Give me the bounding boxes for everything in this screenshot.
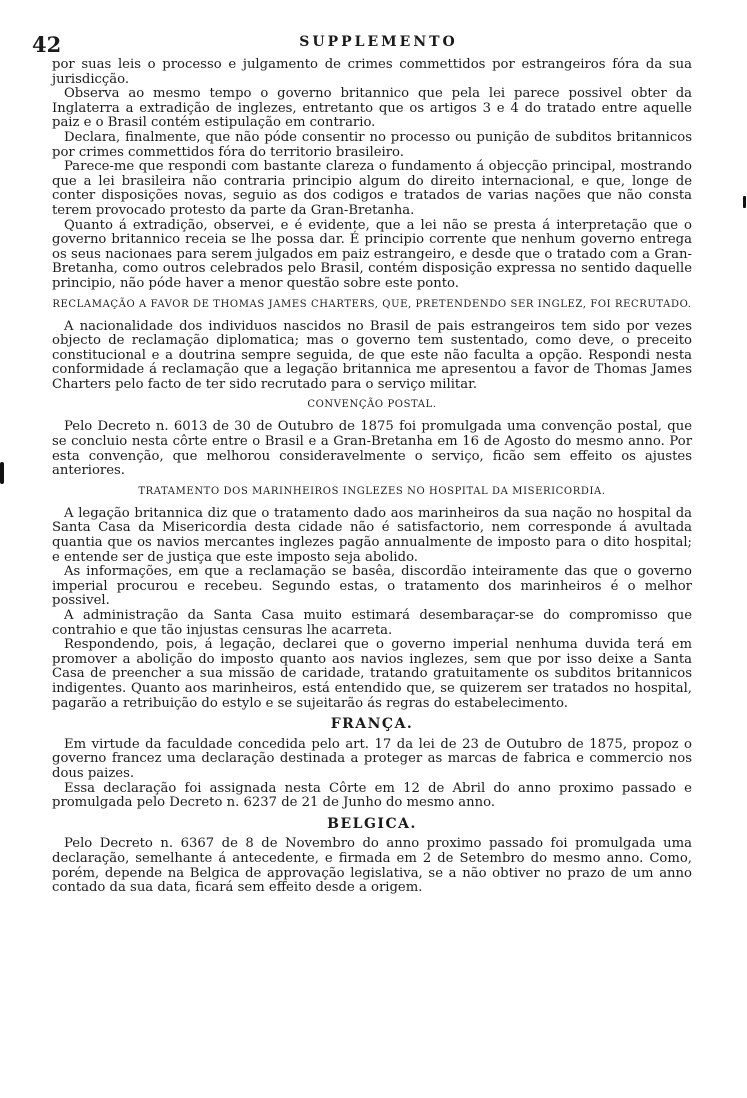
paragraph: Em virtude da faculdade concedida pelo art. 17 da lei de 23 de Outubro de 1875, propoz o governo francez uma declaração destinada a proteger as marcas de fabrica e commercio nos dous paizes. bbox=[52, 736, 692, 781]
paragraph: A administração da Santa Casa muito estimará desembaraçar-se do compromisso que contrahio e que tão injustas censuras lhe acarreta. bbox=[52, 608, 692, 638]
section-heading: RECLAMAÇÃO A FAVOR DE THOMAS JAMES CHARTERS, QUE, PRETENDENDO SER INGLEZ, FOI RECRUTADO. bbox=[52, 298, 692, 310]
scan-edge-mark-left bbox=[0, 462, 4, 484]
paragraph: Pelo Decreto n. 6367 de 8 de Novembro do anno proximo passado foi promulgada uma declaração, semelhante á antecedente, e firmada em 2 de Setembro do mesmo anno. Como, porém, depende na Belgica de approvação legislativa, se a não obtiver no prazo de um anno contado da sua data, ficará sem effeito desde a origem. bbox=[52, 836, 692, 896]
paragraph: Parece-me que respondi com bastante clareza o fundamento á objecção principal, mostrando que a lei brasileira não contraria principio algum do direito internacional, e que, longe de conter disposições novas, seguio as dos codigos e tratados de varias nações que não consta terem provocado protesto da parte da Gran-Bretanha. bbox=[52, 159, 692, 218]
paragraph: A legação britannica diz que o tratamento dado aos marinheiros da sua nação no hospital da Santa Casa da Misericordia desta cidade não é satisfactorio, nem corresponde á avultada quantia que os navios mercantes inglezes pagão annualmente de imposto para o dito hospital; e entende ser de justiça que este imposto seja abolido. bbox=[52, 505, 692, 565]
page-number: 42 bbox=[32, 32, 62, 57]
section-heading: TRATAMENTO DOS MARINHEIROS INGLEZES NO HOSPITAL DA MISERICORDIA. bbox=[138, 485, 606, 497]
paragraph: Declara, finalmente, que não póde consentir no processo ou punição de subditos britannicos por crimes commettidos fóra do territorio brasileiro. bbox=[52, 129, 692, 160]
section-heading: CONVENÇÃO POSTAL. bbox=[307, 399, 437, 411]
paragraph: A nacionalidade dos individuos nascidos no Brasil de pais estrangeiros tem sido por vezes objecto de reclamação diplomatica; mas o governo tem sustentado, como deve, o preceito constitucional e a doutrina sempre seguida, de que este não faculta a opção. Respondi nesta conformidade á reclamação que a legação britannica me apresentou a favor de Thomas James Charters pelo facto de ter sido recrutado para o serviço militar. bbox=[52, 318, 692, 392]
country-heading-belgica: BELGICA. bbox=[327, 815, 417, 832]
paragraph: As informações, em que a reclamação se basêa, discordão inteiramente das que o governo imperial procurou e recebeu. Segundo estas, o tratamento dos marinheiros é o melhor possivel. bbox=[52, 564, 692, 609]
paragraph: Quanto á extradição, observei, e é evidente, que a lei não se presta á interpretação que o governo britannico receia se lhe possa dar. É principio corrente que nenhum governo entrega os seus nacionaes para serem julgados em paiz estrangeiro, e desde que o tratado com a Gran-Bretanha, como outros celebrados pelo Brasil, contém disposição expressa no sentido daquelle principio, não póde haver a menor questão sobre este ponto. bbox=[52, 217, 692, 291]
paragraph: Pelo Decreto n. 6013 de 30 de Outubro de 1875 foi promulgada uma convenção postal, que se concluio nesta côrte entre o Brasil e a Gran-Bretanha em 16 de Agosto do mesmo anno. Por esta convenção, que melhorou consideravelmente o serviço, ficão sem effeito os ajustes anteriores. bbox=[52, 419, 692, 479]
paragraph: Respondendo, pois, á legação, declarei que o governo imperial nenhuma duvida terá em promover a abolição do imposto quanto aos navios inglezes, sem que por isso deixe a Santa Casa de preencher a sua missão de caridade, tratando gratuitamente os subditos britannicos indigentes. Quanto aos marinheiros, está entendido que, se quizerem ser tratados no hospital, pagarão a retribuição do estylo e se sujeitarão ás regras do estabelecimento. bbox=[52, 637, 692, 711]
country-heading-franca: FRANÇA. bbox=[330, 716, 414, 733]
paragraph: por suas leis o processo e julgamento de crimes commettidos por estrangeiros fóra da sua jurisdicção. bbox=[52, 57, 692, 87]
running-title: SUPPLEMENTO bbox=[299, 34, 458, 50]
paragraph: Essa declaração foi assignada nesta Côrte em 12 de Abril do anno proximo passado e promulgada pelo Decreto n. 6237 de 21 de Junho do mesmo anno. bbox=[52, 780, 692, 811]
body-text bbox=[52, 58, 692, 896]
paragraph: Observa ao mesmo tempo o governo britannico que pela lei parece possivel obter da Inglaterra a extradição de inglezes, entretanto que os artigos 3 e 4 do tratado entre aquelle paiz e o Brasil contém estipulação em contrario. bbox=[52, 86, 692, 131]
scan-edge-mark-right bbox=[743, 196, 746, 208]
